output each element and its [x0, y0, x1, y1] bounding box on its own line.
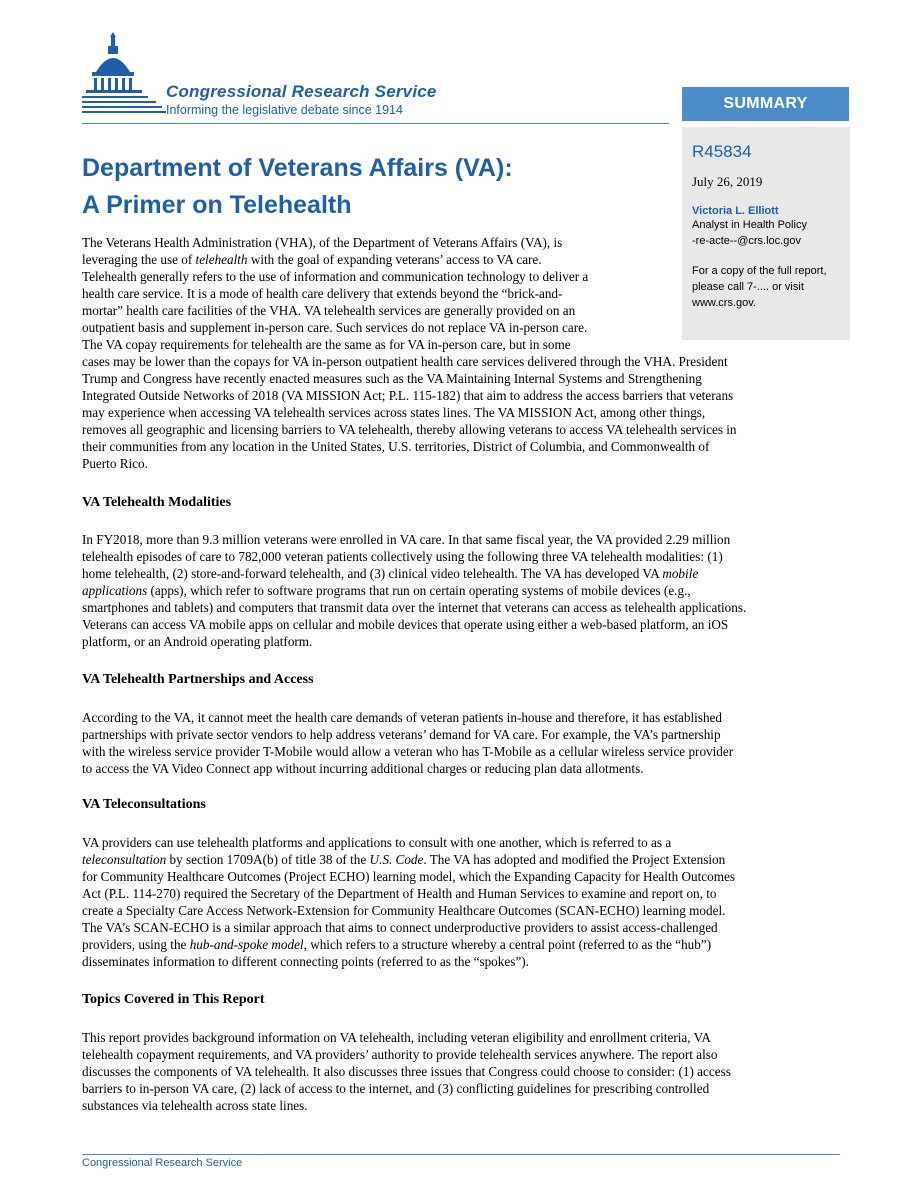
text-fragment: providers, using the [82, 937, 190, 952]
text-fragment: by section 1709A(b) of title 38 of the [166, 852, 370, 867]
term-hub-and-spoke: hub-and-spoke model [189, 937, 304, 952]
text-line: Act (P.L. 114-270) required the Secretary of the Department of Health and Human Services to examine and report on, to [82, 886, 717, 901]
text-line: outpatient basis and supplement in-person care. Such services do not replace VA in-person care. [82, 320, 588, 335]
text-line: telehealth episodes of care to 782,000 veteran patients collectively using the following three VA telehealth modalities: (1) [82, 549, 723, 564]
text-line: their communities from any location in the United States, U.S. territories, District of Columbia, and Commonwealth of [82, 439, 710, 454]
text-line: The VA’s SCAN-ECHO is a similar approach that aims to connect underproductive providers to assist access-challenged [82, 920, 718, 935]
section-paragraph-partnerships [82, 709, 733, 777]
text-fragment: . The VA has adopted and modified the Project Extension [423, 852, 726, 867]
text-line: partnerships with private sector vendors to help address veterans’ demand for VA care. For example, the VA’s partnership [82, 727, 721, 742]
text-line: Integrated Outside Networks of 2018 (VA MISSION Act; P.L. 115-182) that aim to address the access barriers that veterans [82, 388, 734, 403]
text-line: cases may be lower than the copays for VA in-person outpatient health care services delivered through the VHA. President [82, 354, 728, 369]
author-name: Victoria L. Elliott [692, 205, 779, 217]
text-line: may experience when accessing VA telehealth services across states lines. The VA MISSION Act, among other things, [82, 405, 706, 420]
term-telehealth: telehealth [195, 252, 248, 267]
intro-paragraph [82, 234, 737, 472]
report-title [82, 150, 662, 224]
text-line: Veterans can access VA mobile apps on cellular and mobile devices that operate using either a web-based platform, an iOS [82, 617, 729, 632]
text-line: In FY2018, more than 9.3 million veterans were enrolled in VA care. In that same fiscal year, the VA provided 2.29 million [82, 532, 731, 547]
term-us-code: U.S. Code [369, 852, 424, 867]
text-line [82, 565, 746, 582]
footer-divider [82, 1154, 840, 1155]
term-applications: applications [82, 583, 148, 598]
text-fragment: with the goal of expanding veterans’ access to VA care. [247, 252, 542, 267]
section-paragraph-topics [82, 1029, 731, 1114]
author-title: Analyst in Health Policy [692, 219, 807, 231]
text-line: create a Specialty Care Access Network-Extension for Community Healthcare Outcomes (SCAN-ECHO) learning model. [82, 903, 726, 918]
text-line: The VA copay requirements for telehealth are the same as for VA in-person care, but in some [82, 337, 571, 352]
term-teleconsultation: teleconsultation [82, 852, 167, 867]
term-mobile: mobile [662, 566, 699, 581]
org-name: Congressional Research Service [166, 82, 437, 101]
text-line [82, 251, 737, 268]
text-line: discusses the components of VA telehealth. It also discusses three issues that Congress could choose to consider: (1) access [82, 1064, 731, 1079]
section-heading-partnerships: VA Telehealth Partnerships and Access [82, 672, 314, 687]
copy-note-link[interactable]: www.crs.gov. [692, 297, 756, 309]
text-line: This report provides background information on VA telehealth, including veteran eligibility and enrollment criteria, VA [82, 1030, 711, 1045]
text-line: substances via telehealth across state lines. [82, 1098, 308, 1113]
footer-org-name: Congressional Research Service [82, 1157, 243, 1169]
text-fragment: home telehealth, (2) store-and-forward telehealth, and (3) clinical video telehealth. The VA has developed VA [82, 566, 663, 581]
text-line: Trump and Congress have recently enacted measures such as the VA Maintaining Internal Systems and Strengthening [82, 371, 702, 386]
capitol-dome-icon [78, 32, 168, 124]
section-heading-teleconsultations: VA Teleconsultations [82, 797, 206, 812]
section-heading-modalities: VA Telehealth Modalities [82, 495, 232, 510]
title-line: Department of Veterans Affairs (VA): [82, 154, 513, 182]
title-line: A Primer on Telehealth [82, 191, 352, 219]
crs-logo [78, 32, 678, 128]
org-tagline: Informing the legislative debate since 1914 [166, 103, 403, 117]
text-line: platform, or an Android operating platform. [82, 634, 313, 649]
report-number: R45834 [692, 142, 752, 161]
text-line: with the wireless service provider T-Mobile would allow a veteran who has T-Mobile as a cellular wireless service provider [82, 744, 734, 759]
section-heading-topics: Topics Covered in This Report [82, 992, 265, 1007]
summary-tab: SUMMARY [682, 87, 849, 121]
report-date: July 26, 2019 [692, 174, 763, 189]
text-fragment: (apps), which refer to software programs that run on certain operating systems of mobile devices (e.g., [147, 583, 691, 598]
section-paragraph-teleconsultations [82, 834, 735, 970]
text-line [82, 936, 735, 953]
text-line [82, 582, 746, 599]
text-line: smartphones and tablets) and computers that transmit data over the internet that veterans can access as telehealth applications. [82, 600, 747, 615]
text-line: removes all geographic and licensing barriers to VA telehealth, thereby allowing veterans to access VA telehealth services in [82, 422, 737, 437]
text-line: barriers to in-person VA care, (2) lack of access to the internet, and (3) conflicting guidelines for prescribing controlled [82, 1081, 710, 1096]
author-email[interactable]: -re-acte--@crs.loc.gov [692, 235, 801, 247]
text-line: mortar” health care facilities of the VHA. VA telehealth services are generally provided on an [82, 303, 576, 318]
text-line: According to the VA, it cannot meet the health care demands of veteran patients in-house and therefore, it has established [82, 710, 722, 725]
text-line [82, 851, 735, 868]
section-paragraph-modalities [82, 531, 746, 650]
text-line: for Community Healthcare Outcomes (Project ECHO) learning model, which the Expanding Capacity for Health Outcomes [82, 869, 735, 884]
text-line: The Veterans Health Administration (VHA), of the Department of Veterans Affairs (VA), is [82, 235, 563, 250]
copy-note-line: please call 7-.... or visit [692, 281, 804, 293]
text-fragment: leveraging the use of [82, 252, 196, 267]
copy-note-line: For a copy of the full report, [692, 265, 827, 277]
text-line: VA providers can use telehealth platforms and applications to consult with one another, which is referred to as a [82, 835, 672, 850]
text-line: telehealth copayment requirements, and VA providers’ authority to provide telehealth services anywhere. The report also [82, 1047, 718, 1062]
text-line: disseminates information to different connecting points (referred to as the “spokes”). [82, 954, 529, 969]
text-line: to access the VA Video Connect app without incurring additional charges or reducing plan data allotments. [82, 761, 644, 776]
text-line: Puerto Rico. [82, 456, 148, 471]
text-line: Telehealth generally refers to the use of information and communication technology to deliver a [82, 269, 589, 284]
header-divider [82, 123, 669, 124]
text-fragment: , which refers to a structure whereby a central point (referred to as the “hub”) [303, 937, 712, 952]
text-line: health care service. It is a mode of health care delivery that extends beyond the “brick-and- [82, 286, 563, 301]
